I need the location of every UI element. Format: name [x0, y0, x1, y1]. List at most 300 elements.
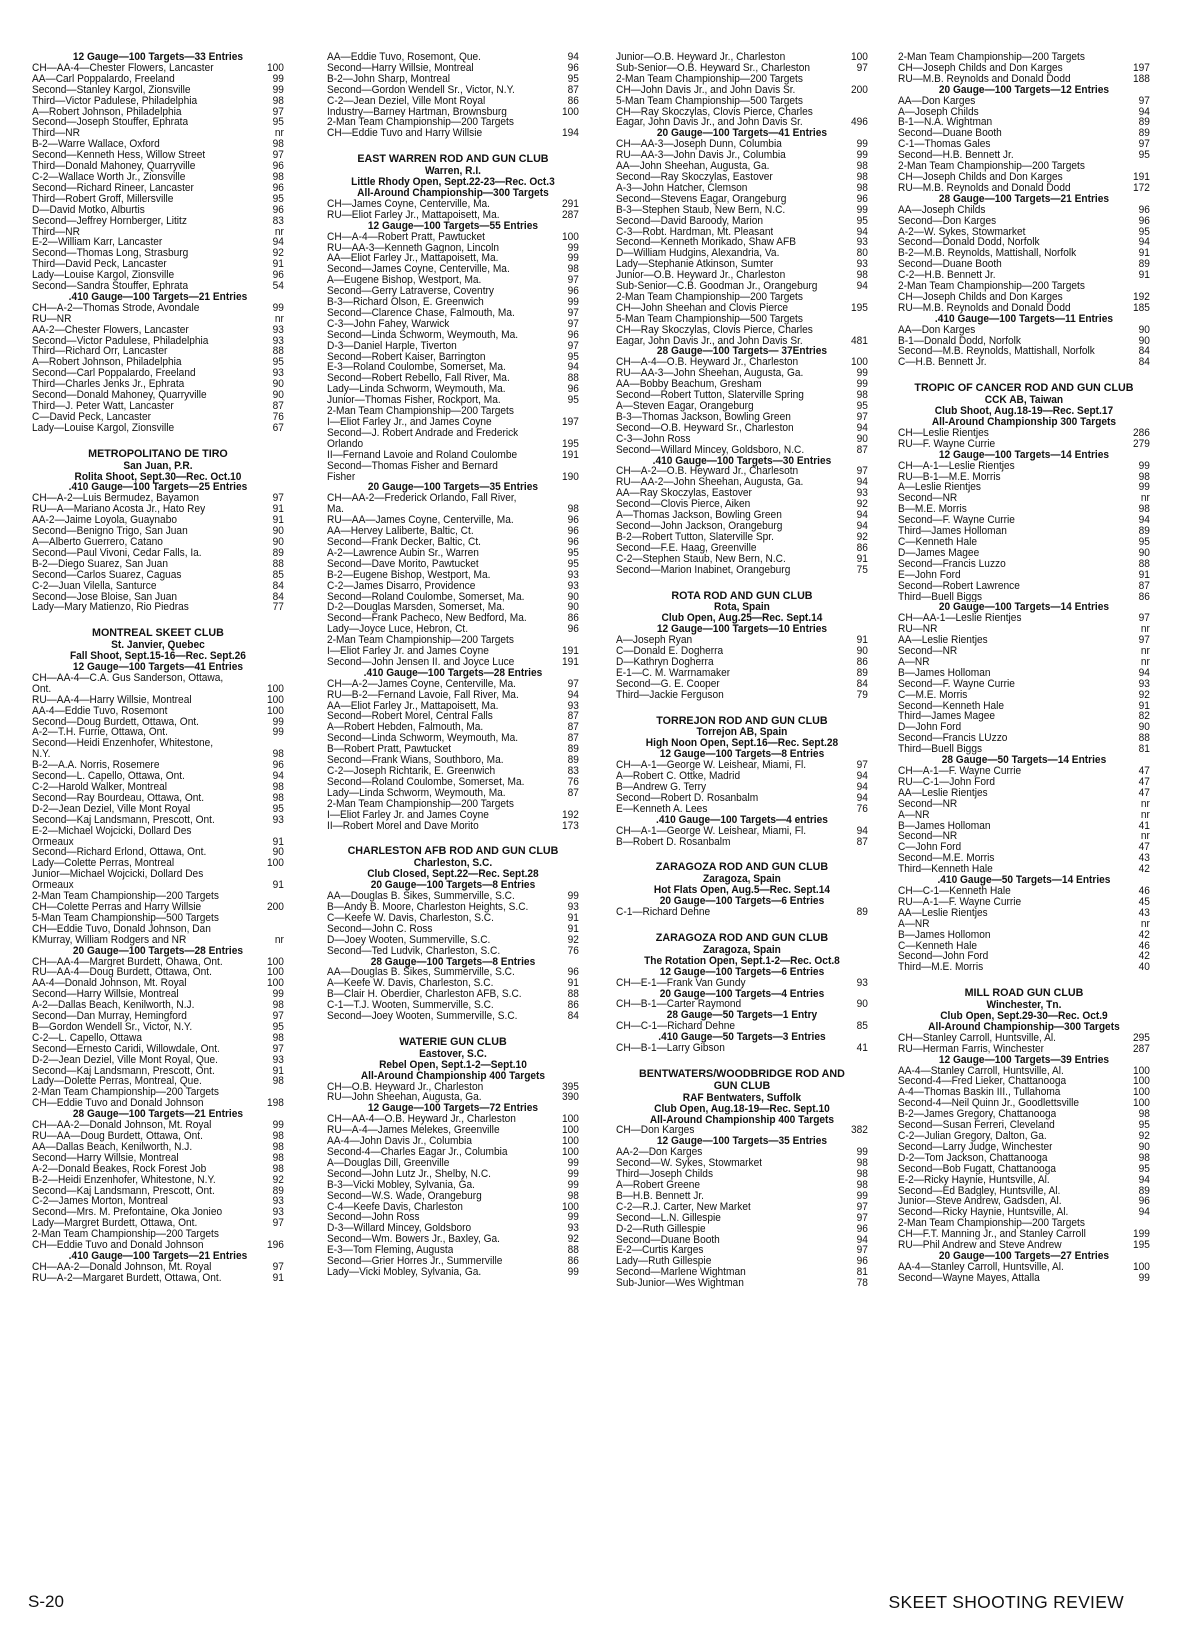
result-row	[32, 537, 284, 548]
results-section	[616, 933, 868, 1054]
score: 40	[1138, 961, 1150, 974]
shooter-entry: CH—AA-2—Donald Johnson, Mt. Royal	[32, 1120, 212, 1131]
score: 99	[1138, 459, 1150, 472]
score: nr	[1140, 917, 1150, 930]
score: 91	[1138, 247, 1150, 260]
shooter-entry: Second—W. Sykes, Stowmarket	[616, 1158, 763, 1170]
shooter-entry: B-3—Richard Olson, E. Greenwich	[327, 297, 484, 308]
result-row	[32, 1142, 284, 1153]
result-row	[32, 1087, 284, 1098]
shooter-entry: Junior—Thomas Fisher, Rockport, Ma.	[327, 395, 501, 407]
score: 93	[856, 976, 868, 989]
shooter-entry: Second—Robert D. Rosanbalm	[616, 792, 759, 804]
score: 98	[1138, 1108, 1150, 1121]
shooter-entry: C—H.B. Bennett Jr.	[898, 357, 987, 369]
result-row	[898, 1207, 1150, 1218]
result-row	[898, 613, 1150, 624]
shooter-entry: C-2—Joseph Richtarik, E. Greenwich	[327, 766, 496, 777]
score: 43	[1138, 906, 1150, 919]
score: 287	[1132, 1042, 1150, 1055]
shooter-entry: Lady—Margret Burdett, Ottawa, Ont.	[32, 1218, 198, 1230]
shooter-entry: RU—AA-3—John Sheehan, Augusta, Ga.	[616, 368, 804, 380]
score: 75	[856, 563, 868, 576]
club-heading: ZARAGOZA ROD AND GUN CLUB	[655, 861, 829, 874]
result-row	[32, 581, 284, 592]
shooter-entry: AA—Leslie Rientjes	[898, 907, 988, 919]
event-heading: 20 Gauge—100 Targets—27 Entries	[938, 1249, 1110, 1262]
event-heading: 20 Gauge—100 Targets—6 Entries	[659, 895, 825, 908]
score: 100	[1132, 1075, 1150, 1088]
shooter-entry: CH—Leslie Rientjes	[898, 427, 989, 439]
shooter-entry: Lady—Vicki Mobley, Sylvania, Ga.	[327, 1266, 482, 1278]
shooter-entry: E-3—Tom Fleming, Augusta	[327, 1245, 454, 1257]
result-row	[327, 989, 579, 1000]
shooter-entry: 2-Man Team Championship—200 Targets	[898, 161, 1085, 172]
result-row	[898, 259, 1150, 270]
score: 98	[856, 1157, 868, 1170]
score: 98	[567, 503, 579, 516]
shooter-entry: Lady—Louise Kargol, Zionsville	[32, 270, 175, 282]
shooter-entry: B—James Holloman	[898, 667, 991, 679]
score: 98	[272, 748, 284, 761]
shooter-entry: Second—Richard Erlond, Ottawa, Ont.	[32, 847, 207, 859]
score: 100	[561, 1200, 579, 1213]
score: 85	[856, 1020, 868, 1033]
result-row	[327, 439, 579, 450]
results-section	[616, 1069, 868, 1289]
score: 98	[272, 1031, 284, 1044]
score: nr	[274, 312, 284, 325]
shooter-entry: C-2—James Disarro, Providence	[327, 580, 476, 592]
shooter-entry: 2-Man Team Championship—200 Targets	[898, 1218, 1085, 1230]
shooter-entry: Third—Kenneth Hale	[898, 864, 993, 876]
shooter-entry: Second—Harry Willsie, Montreal	[32, 989, 179, 1001]
score: 95	[567, 72, 579, 85]
score: 97	[856, 1200, 868, 1213]
shooter-entry: CH—Eddie Tuvo and Harry Willsie	[327, 128, 483, 140]
result-row	[327, 330, 579, 341]
result-row	[32, 749, 284, 760]
shooter-entry: Second—NR	[898, 646, 958, 657]
result-row	[32, 891, 284, 902]
score: 92	[567, 933, 579, 946]
result-row	[32, 379, 284, 390]
result-row	[898, 722, 1150, 733]
result-row	[616, 1191, 868, 1202]
result-row	[898, 357, 1150, 368]
shooter-entry: C-1—Thomas Gales	[898, 139, 991, 151]
event-heading: Rebel Open, Sept.1-2—Sept.10	[379, 1058, 527, 1071]
shooter-entry: Second—Carl Poppalardo, Freeland	[32, 368, 196, 380]
score: 99	[567, 1167, 579, 1180]
result-row	[32, 815, 284, 826]
score: 45	[1138, 895, 1150, 908]
score: 83	[567, 765, 579, 777]
result-row	[32, 793, 284, 804]
shooter-entry: Second—Duane Booth	[898, 259, 1002, 271]
shooter-entry: D—William Hudgins, Alexandria, Va.	[616, 248, 780, 260]
score: 96	[272, 203, 284, 216]
score: 98	[856, 1179, 868, 1191]
result-row	[32, 602, 284, 613]
shooter-entry: Second—O.B. Heyward Sr., Charleston	[616, 422, 794, 434]
result-row	[616, 690, 868, 701]
score: 90	[567, 590, 579, 603]
score: 97	[567, 306, 579, 319]
shooter-entry: Second—F. Wayne Currie	[898, 515, 1015, 527]
event-heading: 12 Gauge—100 Targets—41 Entries	[72, 661, 244, 674]
score: 87	[567, 786, 579, 799]
score: 93	[272, 323, 284, 336]
shooter-entry: RU—F. Wayne Currie	[898, 438, 996, 450]
shooter-entry: E—Kenneth A. Lees	[616, 803, 708, 815]
score: 93	[272, 367, 284, 380]
shooter-entry: Second—Stevens Eagar, Orangeburg	[616, 193, 787, 205]
score: 98	[272, 1162, 284, 1175]
shooter-entry: CH—Stanley Carroll, Huntsville, Al.	[898, 1032, 1056, 1044]
shooter-entry: RU—AA-3—John Davis Jr., Columbia	[616, 150, 786, 162]
results-section	[32, 52, 284, 434]
result-row	[32, 150, 284, 161]
score: 94	[567, 361, 579, 374]
result-row	[616, 259, 868, 270]
result-row	[327, 646, 579, 657]
result-row	[898, 270, 1150, 281]
result-row	[32, 738, 284, 749]
shooter-entry: Second—Ray Skoczylas, Eastover	[616, 171, 773, 183]
score: 78	[856, 1277, 868, 1290]
score: 172	[1132, 181, 1150, 194]
score: 97	[1138, 138, 1150, 151]
result-row	[898, 679, 1150, 690]
shooter-entry: B—James Holloman	[898, 820, 991, 832]
shooter-entry: Third—M.E. Morris	[898, 962, 984, 974]
shooter-entry: AA—Leslie Rientjes	[898, 635, 988, 647]
shooter-entry: Second—Ricky Haynie, Huntsville, Al.	[898, 1207, 1069, 1219]
score: 96	[1138, 203, 1150, 216]
result-row	[898, 897, 1150, 908]
shooter-entry: I—Eliot Farley Jr. and James Coyne	[327, 646, 489, 657]
score: 94	[856, 280, 868, 293]
column-2	[327, 52, 579, 1293]
score: 92	[272, 247, 284, 260]
result-row	[616, 1278, 868, 1289]
shooter-entry: Second—H.B. Bennett Jr.	[898, 150, 1014, 162]
shooter-entry: CH—AA-2—Frederick Orlando, Fall River,	[327, 493, 517, 505]
score: 93	[272, 1206, 284, 1219]
score: 291	[561, 197, 579, 210]
score: 96	[567, 623, 579, 636]
shooter-entry: Second-4—Neil Quinn Jr., Goodlettsville	[898, 1098, 1080, 1110]
result-row	[616, 379, 868, 390]
score: 91	[1138, 568, 1150, 581]
shooter-entry: A-3—John Hatcher, Clemson	[616, 182, 748, 194]
result-row	[898, 930, 1150, 941]
score: 93	[856, 258, 868, 271]
shooter-entry: Third—Robert Groff, Millersville	[32, 193, 174, 205]
result-row	[898, 1262, 1150, 1273]
result-row	[327, 253, 579, 264]
shooter-entry: A—Robert Johnson, Philadelphia	[32, 106, 182, 118]
score: 95	[856, 214, 868, 227]
shooter-entry: AA—Carl Poppalardo, Freeland	[32, 73, 175, 85]
result-row	[32, 237, 284, 248]
shooter-entry: Junior—Michael Wojcicki, Dollard Des	[32, 869, 204, 881]
score: 98	[856, 1168, 868, 1181]
score: 200	[266, 900, 284, 913]
shooter-entry: CH—A-2—O.B. Heyward Jr., Charlesotn	[616, 466, 799, 478]
result-row	[327, 352, 579, 363]
shooter-entry: II—Fernand Lavoie and Roland Coulombe	[327, 449, 518, 461]
result-row	[327, 755, 579, 766]
event-heading: .410 Gauge—100 Targets—4 entries	[656, 813, 828, 826]
score: 81	[1138, 743, 1150, 756]
shooter-entry: A-4—Thomas Baskin III., Tullahoma	[898, 1087, 1061, 1099]
result-row	[898, 711, 1150, 722]
score: 188	[1132, 72, 1150, 85]
score: 98	[272, 1151, 284, 1164]
result-row	[32, 695, 284, 706]
shooter-entry: AA—Dallas Beach, Kenilworth, N.J.	[32, 1141, 193, 1153]
shooter-entry: C-3—John Fahey, Warwick	[327, 318, 450, 330]
shooter-entry: Second—Robert Morel, Central Falls	[327, 711, 493, 723]
score: 92	[272, 1173, 284, 1186]
result-row	[327, 1082, 579, 1093]
event-heading: Winchester, Tn.	[986, 999, 1062, 1012]
result-row	[32, 423, 284, 434]
result-row	[898, 951, 1150, 962]
score: 99	[856, 138, 868, 151]
shooter-entry: Second—Wayne Mayes, Attalla	[898, 1272, 1040, 1284]
score: 95	[567, 350, 579, 363]
score: 191	[561, 448, 579, 461]
result-row	[327, 581, 579, 592]
result-row	[32, 1055, 284, 1066]
shooter-entry: C—M.E. Morris	[898, 689, 968, 701]
shooter-entry: A—Eugene Bishop, Westport, Ma.	[327, 275, 482, 287]
score: 41	[1138, 819, 1150, 832]
shooter-entry: Ormeaux	[32, 836, 74, 848]
shooter-entry: KMurray, William Rodgers and NR	[32, 934, 187, 946]
score: 93	[1138, 677, 1150, 690]
score: 98	[272, 1075, 284, 1088]
score: 88	[1138, 557, 1150, 570]
event-heading: .410 Gauge—50 Targets—14 Entries	[937, 874, 1111, 887]
score: 96	[567, 514, 579, 527]
score: 76	[567, 775, 579, 788]
result-row	[327, 1234, 579, 1245]
score: 96	[856, 192, 868, 205]
shooter-entry: B-2—James Gregory, Chattanooga	[898, 1109, 1057, 1121]
result-row	[32, 717, 284, 728]
score: 99	[856, 149, 868, 162]
result-row	[898, 886, 1150, 897]
shooter-entry: A—Keefe W. Davis, Charleston, S.C.	[327, 978, 494, 990]
event-heading: Warren, R.I.	[424, 165, 481, 178]
result-row	[32, 139, 284, 150]
score: 99	[272, 1119, 284, 1132]
shooter-entry: 2-Man Team Championship—200 Targets	[616, 291, 803, 303]
result-row	[898, 346, 1150, 357]
event-heading: 20 Gauge—100 Targets—4 Entries	[659, 987, 825, 1000]
shooter-entry: Second—Thomas Long, Strasburg	[32, 248, 189, 260]
score: 90	[856, 645, 868, 658]
event-heading: 20 Gauge—100 Targets—12 Entries	[938, 83, 1110, 96]
shooter-entry: B-2—A.A. Norris, Rosemere	[32, 760, 160, 772]
score: 100	[266, 966, 284, 979]
shooter-entry: Second—Clarence Chase, Falmouth, Ma.	[327, 307, 515, 319]
shooter-entry: Second—John Ford	[898, 951, 989, 963]
result-row	[616, 826, 868, 837]
result-row	[32, 837, 284, 848]
score: 97	[272, 105, 284, 118]
score: 99	[1138, 1271, 1150, 1284]
result-row	[327, 63, 579, 74]
score: 99	[567, 296, 579, 309]
score: 86	[567, 999, 579, 1012]
result-row	[616, 1158, 868, 1169]
score: 195	[1132, 1239, 1150, 1252]
score: 97	[272, 1042, 284, 1055]
score: 100	[266, 693, 284, 706]
shooter-entry: Second—Willard Mincey, Goldsboro, N.C.	[616, 444, 805, 456]
shooter-entry: Second—NR	[898, 798, 958, 810]
result-row	[327, 744, 579, 755]
club-heading: BENTWATERS/WOODBRIDGE ROD AND	[639, 1067, 845, 1080]
result-row	[898, 248, 1150, 259]
shooter-entry: CH—A-1—F. Wayne Currie	[898, 766, 1022, 777]
shooter-entry: N.Y.	[32, 749, 51, 761]
score: 89	[1138, 258, 1150, 271]
result-row	[327, 308, 579, 319]
result-row	[32, 1273, 284, 1284]
score: 83	[272, 214, 284, 227]
shooter-entry: AA—Don Karges	[898, 95, 976, 107]
shooter-entry: Third—James Magee	[898, 711, 996, 723]
score: 76	[272, 410, 284, 423]
result-row	[898, 139, 1150, 150]
score: 95	[856, 400, 868, 412]
shooter-entry: Second—Francis LUzzo	[898, 733, 1008, 745]
result-row	[616, 96, 868, 107]
score: 94	[1138, 514, 1150, 527]
result-row	[898, 1142, 1150, 1153]
result-row	[898, 292, 1150, 303]
score: 86	[567, 94, 579, 107]
result-row	[898, 325, 1150, 336]
score: 100	[1132, 1064, 1150, 1077]
shooter-entry: E-3—Roland Coulombe, Somerset, Ma.	[327, 362, 506, 374]
score: 93	[272, 813, 284, 826]
shooter-entry: Ormeaux	[32, 880, 74, 892]
score: 95	[272, 116, 284, 129]
result-row	[32, 957, 284, 968]
result-row	[327, 341, 579, 352]
score: nr	[1140, 645, 1150, 658]
score: 87	[567, 721, 579, 734]
score: 91	[567, 977, 579, 990]
result-row	[616, 907, 868, 918]
shooter-entry: RU—A-4—James Melekes, Greenville	[327, 1125, 500, 1137]
column-3	[616, 52, 868, 1304]
shooter-entry: A—Thomas Jackson, Bowling Green	[616, 510, 782, 521]
score: 90	[272, 389, 284, 402]
result-row	[32, 1207, 284, 1218]
result-row	[616, 423, 868, 434]
shooter-entry: Second—Larry Judge, Winchester	[898, 1141, 1053, 1153]
score: 88	[567, 1244, 579, 1257]
shooter-entry: Second—NR	[898, 493, 958, 505]
event-heading: Eastover, S.C.	[419, 1047, 487, 1060]
results-section	[32, 628, 284, 1283]
score: 100	[561, 105, 579, 118]
result-row	[32, 248, 284, 259]
shooter-entry: CH—C-1—Kenneth Hale	[898, 885, 1011, 897]
result-row	[327, 243, 579, 254]
shooter-entry: Second—Kaj Landsmann, Prescott, Ont.	[32, 1185, 215, 1197]
result-row	[898, 624, 1150, 635]
result-row	[327, 1212, 579, 1223]
shooter-entry: Second—Jeffrey Hornberger, Lititz	[32, 215, 187, 227]
result-row	[898, 657, 1150, 668]
column-4	[898, 52, 1150, 1299]
score: 100	[1132, 1260, 1150, 1273]
shooter-entry: B—Gordon Wendell Sr., Victor, N.Y.	[32, 1021, 193, 1033]
score: 89	[856, 666, 868, 679]
score: 94	[567, 688, 579, 701]
result-row	[898, 919, 1150, 930]
score: 89	[1138, 525, 1150, 538]
shooter-entry: I—Eliot Farley Jr., and James Coyne	[327, 417, 492, 428]
shooter-entry: Second—Marion Inabinet, Orangeburg	[616, 564, 791, 576]
result-row	[898, 821, 1150, 832]
result-row	[898, 1218, 1150, 1229]
shooter-entry: B—Andy B. Moore, Charleston Heights, S.C.	[327, 901, 529, 913]
shooter-entry: Second—John Ross	[327, 1212, 420, 1224]
score: 98	[856, 170, 868, 183]
score: 96	[856, 1222, 868, 1235]
score: 98	[272, 791, 284, 804]
result-row	[616, 760, 868, 771]
shooter-entry: Eagar, John Davis Jr., and John Davis Sr.	[616, 117, 803, 129]
result-row	[32, 117, 284, 128]
score: 93	[272, 1195, 284, 1208]
event-heading: 20 Gauge—100 Targets—41 Entries	[656, 127, 828, 140]
score: 95	[567, 557, 579, 570]
shooter-entry: D-3—Willard Mincey, Goldsboro	[327, 1223, 472, 1235]
shooter-entry: Second—Kaj Landsmann, Prescott, Ont.	[32, 1065, 215, 1077]
event-heading: 28 Gauge—100 Targets—21 Entries	[72, 1108, 244, 1121]
shooter-entry: C-2—Juan Vilella, Santurce	[32, 580, 157, 592]
shooter-entry: CH—A-1—Leslie Rientjes	[898, 460, 1015, 472]
score: nr	[1140, 492, 1150, 505]
result-row	[32, 570, 284, 581]
result-row	[327, 537, 579, 548]
result-row	[616, 314, 868, 325]
score: 99	[567, 241, 579, 254]
result-row	[898, 853, 1150, 864]
club-heading: WATERIE GUN CLUB	[399, 1035, 507, 1048]
score: 87	[856, 443, 868, 456]
score: 200	[850, 83, 868, 96]
shooter-entry: A-2—Donald Beakes, Rock Forest Job	[32, 1163, 207, 1175]
shooter-entry: Third—Donald Mahoney, Quarryville	[32, 161, 196, 172]
event-heading: 28 Gauge—100 Targets—21 Entries	[938, 192, 1110, 205]
result-row	[898, 117, 1150, 128]
shooter-entry: Second—Richard Rineer, Lancaster	[32, 182, 194, 194]
score: 96	[1138, 1195, 1150, 1208]
result-row	[32, 1033, 284, 1044]
